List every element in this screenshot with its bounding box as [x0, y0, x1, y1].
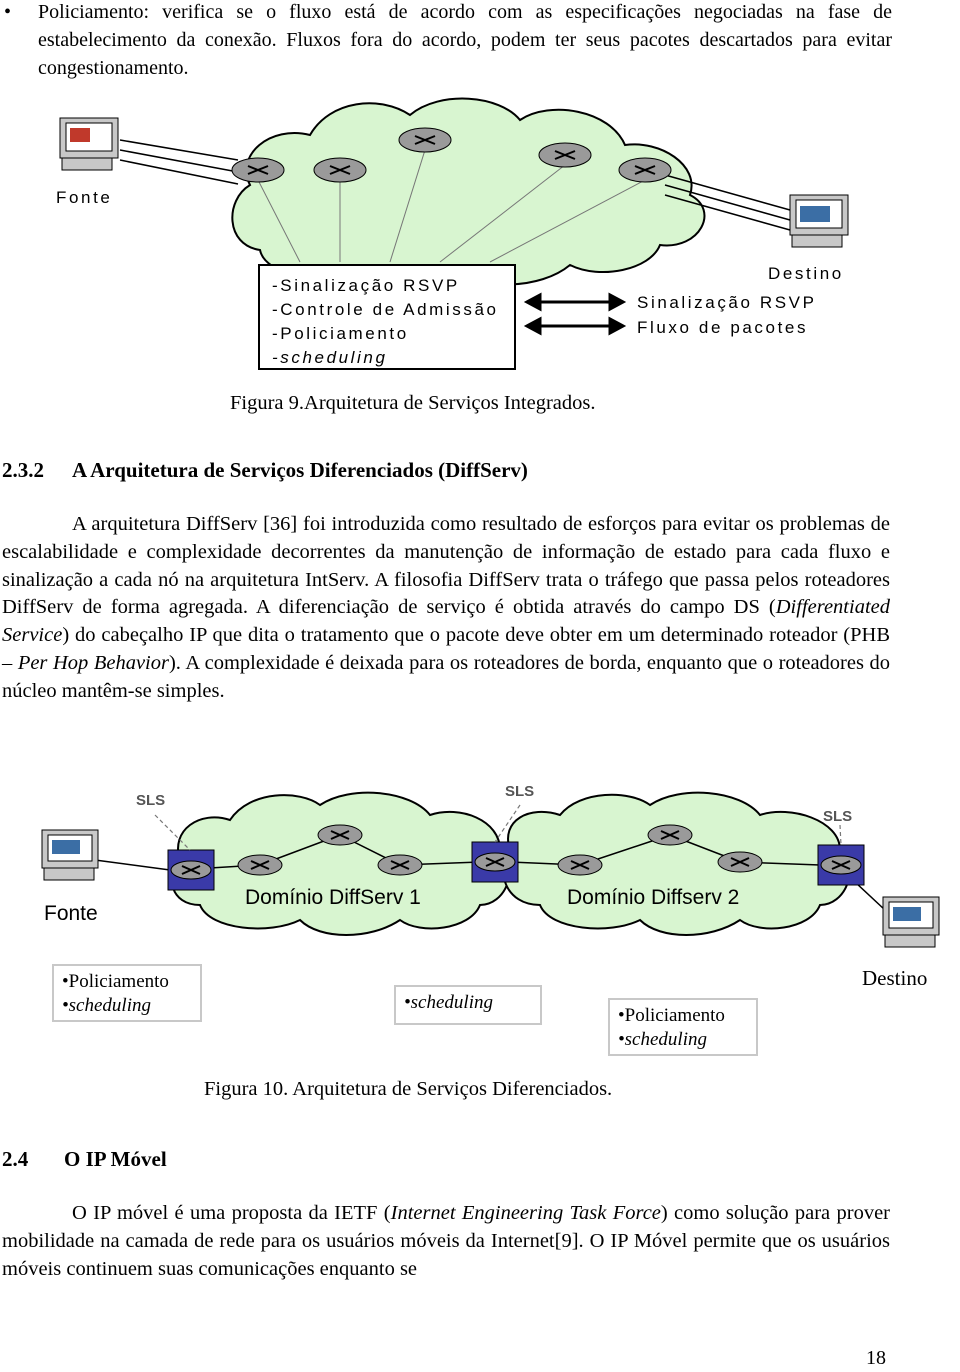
- edge-functions-box-right: [608, 998, 758, 1056]
- computer-icon: [790, 195, 848, 247]
- figure-10-caption: Figura 10. Arquitetura de Serviços Diferenciados.: [204, 1078, 613, 1100]
- box-item: •Policiamento: [618, 1005, 725, 1026]
- figure-9-caption: Figura 9.Arquitetura de Serviços Integrados.: [230, 392, 596, 414]
- computer-icon: [883, 897, 939, 947]
- sls-label: SLS: [823, 808, 853, 825]
- intserv-functions-box: [258, 264, 516, 370]
- computer-icon: [42, 830, 98, 880]
- page-number: 18: [866, 1347, 886, 1369]
- box-item: •scheduling: [404, 992, 493, 1013]
- box-item: -Controle de Admissão: [272, 300, 499, 319]
- legend-packets: Fluxo de pacotes: [637, 318, 809, 337]
- source-label: Fonte: [56, 188, 113, 207]
- box-item: •scheduling: [618, 1029, 707, 1050]
- destination-label: Destino: [768, 264, 844, 283]
- paragraph-italic: Per Hop Behavior: [17, 651, 169, 674]
- network-cloud: [232, 99, 704, 285]
- box-item: -Sinalização RSVP: [272, 276, 460, 295]
- box-item: -Policiamento: [272, 324, 409, 343]
- section-title: O IP Móvel: [64, 1147, 167, 1171]
- bullet-icon: •: [4, 1, 12, 23]
- paragraph-text: ) do cabeçalho IP que dita o tratamento que o pacote deve obter em um determinado roteador (PHB –: [2, 624, 890, 674]
- sls-label: SLS: [136, 792, 166, 809]
- legend-rsvp: Sinalização RSVP: [637, 293, 817, 312]
- domain-2-label: Domínio Diffserv 2: [567, 886, 740, 909]
- box-item: •Policiamento: [62, 971, 169, 992]
- box-item: -scheduling: [272, 348, 388, 367]
- section-number: 2.3.2: [2, 458, 44, 482]
- paragraph-text: O IP móvel é uma proposta da IETF (: [72, 1202, 391, 1224]
- domain-1-label: Domínio DiffServ 1: [245, 886, 421, 909]
- edge-functions-box-left: [52, 964, 202, 1022]
- sls-label: SLS: [505, 783, 535, 800]
- mobile-ip-paragraph: [2, 1200, 890, 1283]
- paragraph-italic: Internet Engineering Task Force: [390, 1202, 661, 1224]
- source-label: Fonte: [44, 902, 98, 925]
- diffserv-paragraph: [2, 511, 890, 706]
- network-cloud: [172, 793, 509, 935]
- destination-label: Destino: [862, 966, 928, 990]
- section-title: A Arquitetura de Serviços Diferenciados (DiffServ): [72, 458, 528, 482]
- box-item: •scheduling: [62, 995, 151, 1016]
- legend-arrow: [527, 295, 623, 333]
- paragraph-text: A arquitetura DiffServ [36] foi introduzida como resultado de esforços para evitar os problemas de escalabilidade e complexidade decorrentes da manutenção de informação de estado para cada fluxo e sinalização a cada nó na arquitetura IntServ. A filosofia DiffServ trata o tráfego que passa pelos roteadores DiffServ de forma agregada. A diferenciação de serviço é obtida através do campo DS (: [2, 513, 890, 619]
- core-functions-box: [394, 985, 542, 1025]
- paragraph-text: ). A complexidade é deixada para os roteadores de borda, enquanto que o roteadores do núcleo mantêm-se simples.: [2, 651, 891, 702]
- paragraph-italic: Differentiated Service: [2, 596, 890, 647]
- computer-icon: [60, 118, 118, 170]
- section-number: 2.4: [2, 1147, 29, 1171]
- paragraph-text: ) como solução para prover mobilidade na camada de rede para os usuários móveis da Internet[9]. O IP Móvel permite que os usuários móveis continuem suas comunicações enquanto se: [2, 1202, 890, 1280]
- intro-bullet-text: Policiamento: verifica se o fluxo está de acordo com as especificações negociadas na fase de estabelecimento da conexão. Fluxos fora do acordo, podem ter seus pacotes descartados para evitar congestionamento.: [38, 1, 892, 79]
